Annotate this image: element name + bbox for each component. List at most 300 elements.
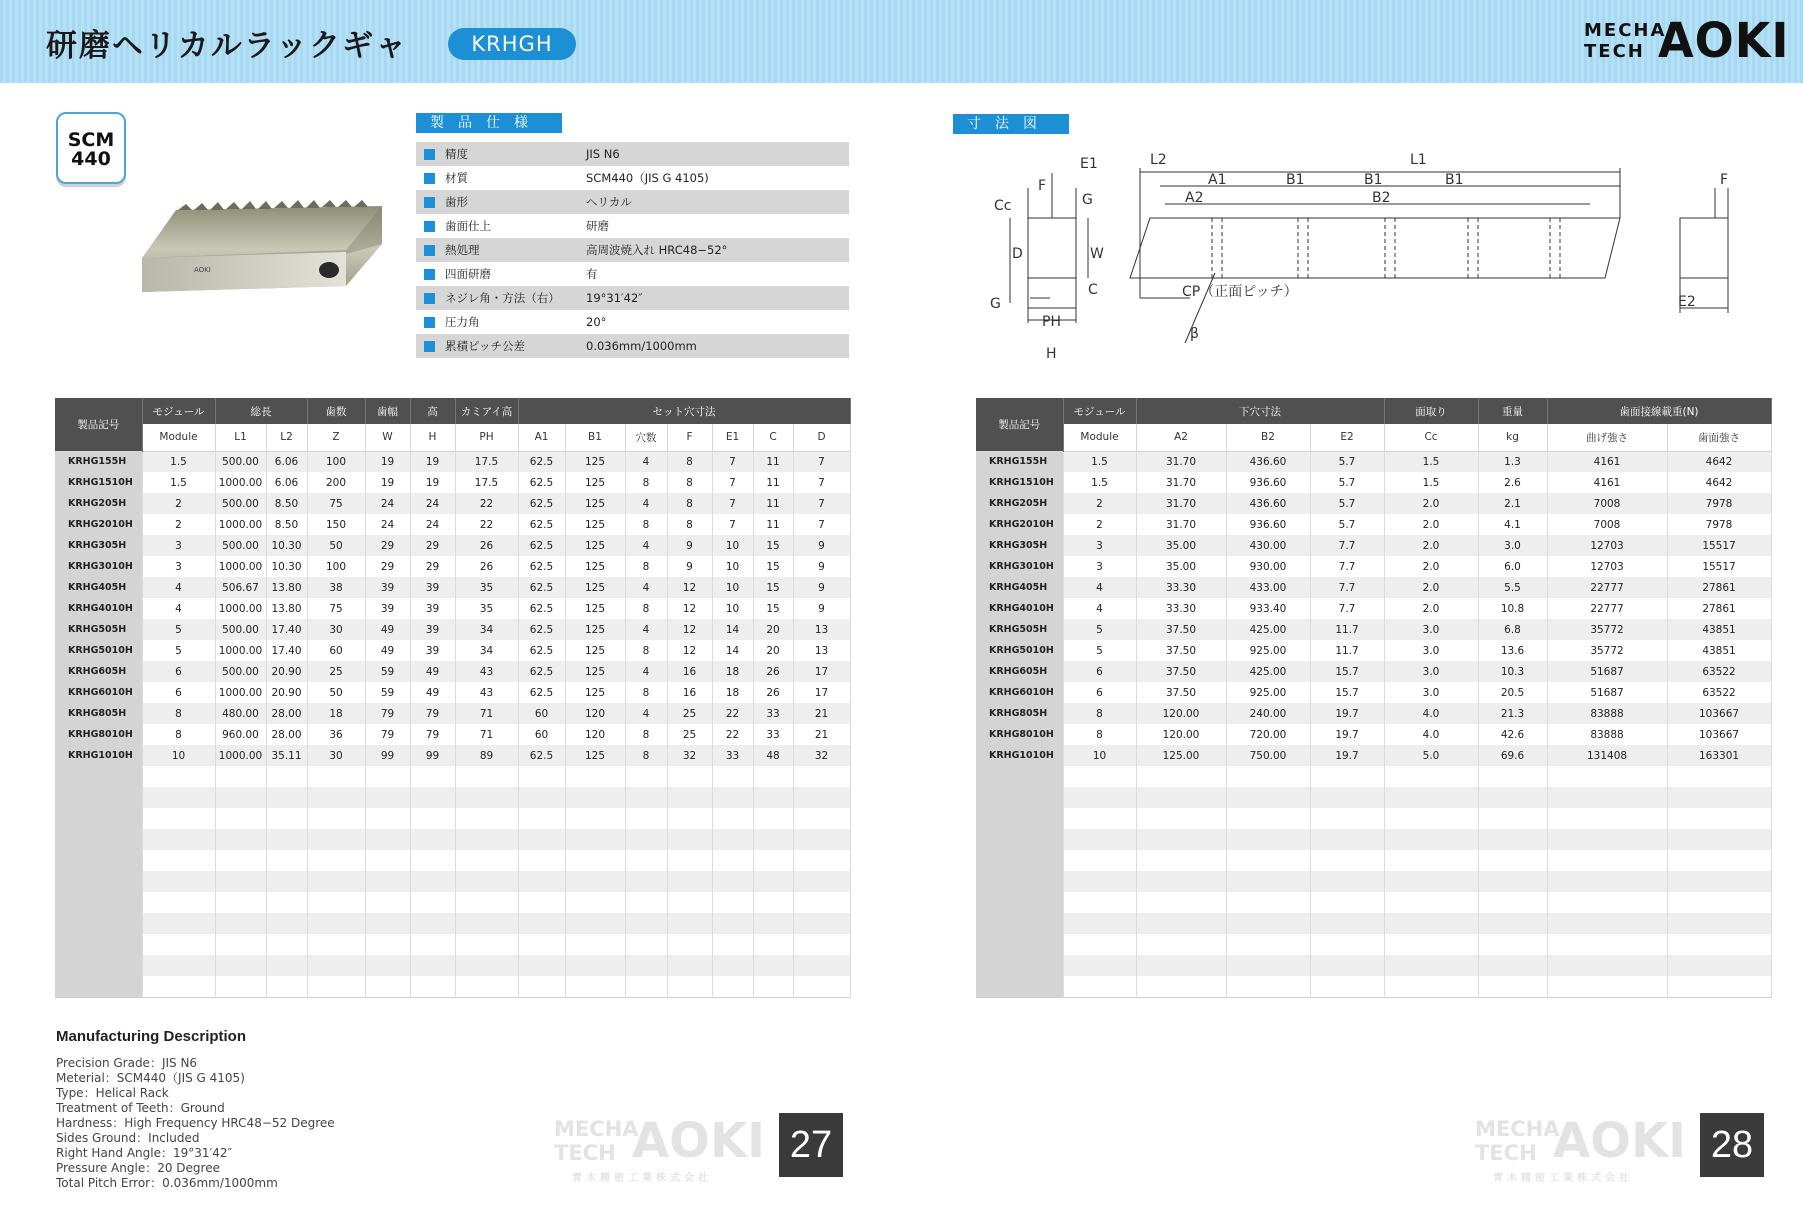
product-code-cell: KRHG5010H: [976, 640, 1063, 661]
table-cell: 13: [793, 619, 850, 640]
table-cell: [1547, 871, 1667, 892]
table-cell: 39: [365, 577, 410, 598]
table-row: [55, 535, 850, 556]
table-cell: [518, 955, 565, 976]
table-cell: 1000.00: [215, 745, 266, 766]
table-cell: 17: [793, 661, 850, 682]
product-code-cell: KRHG4010H: [55, 598, 142, 619]
spec-row: [416, 166, 849, 190]
description-title: Manufacturing Description: [56, 1028, 247, 1045]
table-cell: [1226, 892, 1310, 913]
table-cell: 12: [667, 577, 712, 598]
table-cell: 430.00: [1226, 535, 1310, 556]
table-cell: 25: [307, 661, 365, 682]
table-cell: 500.00: [215, 661, 266, 682]
product-code-cell: KRHG805H: [55, 703, 142, 724]
product-code-cell: KRHG3010H: [55, 556, 142, 577]
table-cell: 36: [307, 724, 365, 745]
table-row: [976, 640, 1771, 661]
table-cell: [142, 766, 215, 787]
table-cell: 14: [712, 640, 753, 661]
table-cell: [667, 892, 712, 913]
table-cell: [565, 829, 625, 850]
table-cell: [753, 892, 793, 913]
table-row: [55, 829, 850, 850]
table-cell: [1226, 808, 1310, 829]
table-cell: 1.5: [1384, 472, 1478, 493]
table-cell: 4161: [1547, 472, 1667, 493]
table-row: [976, 661, 1771, 682]
table-cell: [307, 976, 365, 997]
table-row: [976, 724, 1771, 745]
table-cell: 37.50: [1136, 682, 1226, 703]
table-cell: 69.6: [1478, 745, 1547, 766]
table1-subheader: L1: [215, 424, 266, 451]
table-cell: 28.00: [266, 703, 307, 724]
table-cell: [215, 829, 266, 850]
table-cell: 18: [712, 661, 753, 682]
table-cell: [142, 892, 215, 913]
table-cell: 10: [142, 745, 215, 766]
watermark-left-line2: TECH: [554, 1141, 616, 1165]
table-cell: 3.0: [1384, 640, 1478, 661]
table-cell: [410, 934, 455, 955]
table-cell: [1226, 787, 1310, 808]
table-cell: [365, 808, 410, 829]
table-cell: [266, 808, 307, 829]
table-row: [976, 493, 1771, 514]
label-a1: A1: [1208, 172, 1227, 188]
table-cell: [753, 850, 793, 871]
table-cell: 7.7: [1310, 556, 1384, 577]
table-cell: [1063, 871, 1136, 892]
product-code-cell: [55, 955, 142, 976]
table-cell: [1384, 976, 1478, 997]
table-cell: 99: [365, 745, 410, 766]
table-cell: 7: [712, 493, 753, 514]
table-cell: 17: [793, 682, 850, 703]
table-row: [976, 766, 1771, 787]
table-cell: 19: [365, 451, 410, 472]
table-cell: 9: [793, 577, 850, 598]
product-code-cell: KRHG155H: [976, 451, 1063, 472]
table-cell: [215, 766, 266, 787]
table-cell: [1547, 766, 1667, 787]
table-cell: 35772: [1547, 640, 1667, 661]
table-cell: 6.0: [1478, 556, 1547, 577]
table-cell: 20.90: [266, 682, 307, 703]
table-cell: 6: [1063, 661, 1136, 682]
table-cell: [1384, 871, 1478, 892]
table-cell: [410, 871, 455, 892]
table2-col-product-code: 製品記号: [976, 398, 1063, 451]
table2-col-pilot-holes: 下穴寸法: [1136, 398, 1384, 424]
table-cell: 8: [142, 703, 215, 724]
spec-label: 歯形: [445, 195, 468, 209]
table-cell: [667, 787, 712, 808]
table-cell: [1310, 892, 1384, 913]
table-cell: [215, 892, 266, 913]
table-cell: 8: [625, 640, 667, 661]
table-cell: 4: [1063, 577, 1136, 598]
table-cell: [1478, 955, 1547, 976]
table-cell: 19.7: [1310, 745, 1384, 766]
label-d: D: [1012, 246, 1023, 262]
product-code-cell: KRHG505H: [976, 619, 1063, 640]
table-cell: [1478, 829, 1547, 850]
table-cell: [667, 976, 712, 997]
label-e2: E2: [1678, 294, 1696, 310]
label-c: C: [1088, 282, 1098, 298]
table-cell: 35.11: [266, 745, 307, 766]
table-cell: 433.00: [1226, 577, 1310, 598]
table-cell: [667, 913, 712, 934]
table-cell: 75: [307, 493, 365, 514]
table-row: [976, 682, 1771, 703]
table-cell: [1667, 976, 1771, 997]
table-cell: [1136, 787, 1226, 808]
table-cell: [667, 955, 712, 976]
label-g-top: G: [1082, 192, 1093, 208]
watermark-right-sub: 青木精密工業株式会社: [1493, 1173, 1633, 1184]
table-cell: 4642: [1667, 451, 1771, 472]
table-cell: 33: [712, 745, 753, 766]
table-cell: 10.3: [1478, 661, 1547, 682]
label-beta: β: [1190, 326, 1199, 342]
table-cell: [753, 955, 793, 976]
table-cell: [455, 934, 518, 955]
table-cell: 2: [1063, 514, 1136, 535]
table2-subheader: 歯面強さ: [1667, 424, 1771, 451]
table-cell: 17.40: [266, 619, 307, 640]
table-cell: 62.5: [518, 451, 565, 472]
spec-label-cell: [416, 238, 586, 262]
label-b1-3: B1: [1445, 172, 1464, 188]
table-cell: 37.50: [1136, 619, 1226, 640]
table-cell: [410, 955, 455, 976]
table-cell: 1.5: [1384, 451, 1478, 472]
table-cell: 1000.00: [215, 598, 266, 619]
table-cell: [753, 808, 793, 829]
table-cell: 62.5: [518, 535, 565, 556]
table1-col-total-length: 総長: [215, 398, 307, 424]
end-view-body: [1028, 218, 1076, 278]
table-cell: 7008: [1547, 514, 1667, 535]
table-cell: [266, 892, 307, 913]
table2-header-top: [976, 398, 1771, 424]
table-cell: 8: [667, 472, 712, 493]
spec-label: 圧力角: [445, 315, 480, 329]
table-cell: [1478, 766, 1547, 787]
label-a2: A2: [1185, 190, 1204, 206]
table-cell: 8: [625, 514, 667, 535]
table-cell: [215, 934, 266, 955]
table-cell: [455, 850, 518, 871]
table-row: [976, 556, 1771, 577]
table-cell: [307, 871, 365, 892]
table1-col-height: 高: [410, 398, 455, 424]
table-cell: [1063, 829, 1136, 850]
table-cell: [142, 934, 215, 955]
label-f-left: F: [1038, 178, 1047, 194]
table-cell: 75: [307, 598, 365, 619]
table-cell: [793, 787, 850, 808]
table1-subheader: B1: [565, 424, 625, 451]
table-cell: [793, 892, 850, 913]
table-cell: 2.0: [1384, 598, 1478, 619]
table-cell: 51687: [1547, 661, 1667, 682]
table-cell: 24: [365, 514, 410, 535]
table-cell: [365, 955, 410, 976]
table-cell: 4: [142, 577, 215, 598]
table-cell: 9: [793, 556, 850, 577]
table1-subheader: E1: [712, 424, 753, 451]
material-badge: [56, 112, 126, 184]
table-cell: [1478, 934, 1547, 955]
table-cell: [793, 934, 850, 955]
table-cell: [410, 766, 455, 787]
table-cell: 1000.00: [215, 556, 266, 577]
table-cell: 4: [142, 598, 215, 619]
table-cell: [1226, 955, 1310, 976]
table1-col-product-code: 製品記号: [55, 398, 142, 451]
table-cell: 59: [365, 661, 410, 682]
page-number-right: 28: [1700, 1113, 1764, 1177]
logo-line-1: MECHA: [1584, 20, 1667, 41]
table-cell: 3: [142, 556, 215, 577]
table-row: [55, 514, 850, 535]
label-w: W: [1090, 246, 1104, 262]
table-cell: 10: [712, 598, 753, 619]
table-cell: 31.70: [1136, 514, 1226, 535]
table-cell: 100: [307, 556, 365, 577]
label-l1: L1: [1410, 152, 1427, 168]
table-row: [976, 787, 1771, 808]
table-cell: [142, 808, 215, 829]
table-cell: 2.0: [1384, 535, 1478, 556]
table-cell: 22: [712, 724, 753, 745]
table-cell: [142, 913, 215, 934]
table-cell: 1.5: [1063, 451, 1136, 472]
table2-col-load: 歯面接線載重(N): [1547, 398, 1771, 424]
spec-row: [416, 286, 849, 310]
table-cell: 10.30: [266, 535, 307, 556]
table-cell: [307, 829, 365, 850]
table-cell: 22777: [1547, 598, 1667, 619]
table-cell: [793, 871, 850, 892]
table-cell: [793, 913, 850, 934]
spec-value: 20°: [586, 310, 849, 334]
table-cell: 20.90: [266, 661, 307, 682]
table-cell: 2: [142, 493, 215, 514]
table2-subheader: Cc: [1384, 424, 1478, 451]
table-cell: 12: [667, 640, 712, 661]
product-code-cell: KRHG155H: [55, 451, 142, 472]
table-cell: [1667, 787, 1771, 808]
table-cell: 19.7: [1310, 724, 1384, 745]
product-code-cell: [976, 829, 1063, 850]
table-cell: [1136, 913, 1226, 934]
table-cell: [1310, 913, 1384, 934]
table-cell: 31.70: [1136, 493, 1226, 514]
table-cell: 120.00: [1136, 724, 1226, 745]
table-cell: [142, 829, 215, 850]
table-cell: 125: [565, 661, 625, 682]
table-cell: [455, 766, 518, 787]
table-cell: 15.7: [1310, 661, 1384, 682]
table-cell: [1547, 850, 1667, 871]
table-cell: [1136, 850, 1226, 871]
table-cell: 240.00: [1226, 703, 1310, 724]
table-cell: [1667, 934, 1771, 955]
table-cell: [1667, 892, 1771, 913]
table-cell: 480.00: [215, 703, 266, 724]
table-cell: [1667, 850, 1771, 871]
product-code-cell: [55, 871, 142, 892]
spec-row: [416, 310, 849, 334]
table-cell: 125: [565, 514, 625, 535]
table-cell: 48: [753, 745, 793, 766]
table-row: [55, 598, 850, 619]
table-cell: [518, 850, 565, 871]
page-header: [0, 0, 1803, 83]
table-cell: [1226, 871, 1310, 892]
product-code-cell: KRHG6010H: [55, 682, 142, 703]
table-cell: 7978: [1667, 493, 1771, 514]
table-cell: [455, 829, 518, 850]
table-cell: 8: [625, 724, 667, 745]
table-cell: [1667, 766, 1771, 787]
table-cell: 125.00: [1136, 745, 1226, 766]
table-cell: [365, 934, 410, 955]
product-code-cell: [55, 808, 142, 829]
product-code-cell: KRHG505H: [55, 619, 142, 640]
table-cell: [365, 913, 410, 934]
table-cell: [266, 850, 307, 871]
spec-value: 研磨: [586, 214, 849, 238]
table-cell: [1226, 913, 1310, 934]
table-cell: [667, 934, 712, 955]
table-cell: 8: [667, 451, 712, 472]
table-cell: 19.7: [1310, 703, 1384, 724]
table-cell: 62.5: [518, 745, 565, 766]
table-cell: [1063, 808, 1136, 829]
table-cell: 2.1: [1478, 493, 1547, 514]
table-row: [976, 514, 1771, 535]
spec-value: 有: [586, 262, 849, 286]
spec-row: [416, 142, 849, 166]
table-cell: [1547, 976, 1667, 997]
table-cell: [625, 850, 667, 871]
table-cell: [565, 913, 625, 934]
table-row: [976, 745, 1771, 766]
product-code-cell: [55, 850, 142, 871]
table-cell: 11: [753, 514, 793, 535]
table-cell: [1136, 892, 1226, 913]
table-cell: 26: [455, 556, 518, 577]
table-cell: 2.0: [1384, 493, 1478, 514]
product-code-cell: KRHG2010H: [55, 514, 142, 535]
table1-subheader: PH: [455, 424, 518, 451]
table-cell: 4: [1063, 598, 1136, 619]
table-cell: 9: [667, 556, 712, 577]
product-code-cell: [976, 913, 1063, 934]
table-cell: [753, 976, 793, 997]
spec-label-cell: [416, 166, 586, 190]
table-row: [55, 724, 850, 745]
table-cell: [667, 808, 712, 829]
table-cell: 11: [753, 451, 793, 472]
table-cell: 12703: [1547, 556, 1667, 577]
table-cell: [1384, 787, 1478, 808]
spec-label-cell: [416, 262, 586, 286]
table-cell: 30: [307, 745, 365, 766]
spec-label: 材質: [445, 171, 468, 185]
table-cell: [307, 955, 365, 976]
product-code-cell: [976, 808, 1063, 829]
table-cell: 62.5: [518, 619, 565, 640]
table-row: [976, 955, 1771, 976]
table-cell: [410, 850, 455, 871]
table-cell: [365, 766, 410, 787]
product-code-cell: [55, 913, 142, 934]
table-cell: [518, 934, 565, 955]
table2-col-module: モジュール: [1063, 398, 1136, 424]
table-row: [55, 682, 850, 703]
product-code-cell: KRHG8010H: [55, 724, 142, 745]
table1-subheader: Z: [307, 424, 365, 451]
table-cell: [518, 766, 565, 787]
table-cell: 9: [793, 598, 850, 619]
table-cell: 5.5: [1478, 577, 1547, 598]
table-cell: [518, 787, 565, 808]
table-cell: 1.5: [142, 472, 215, 493]
table-cell: 925.00: [1226, 640, 1310, 661]
table-cell: 500.00: [215, 451, 266, 472]
table-cell: 500.00: [215, 493, 266, 514]
table-cell: 62.5: [518, 598, 565, 619]
table-cell: 13.80: [266, 577, 307, 598]
table-cell: 15517: [1667, 556, 1771, 577]
table-cell: 79: [365, 724, 410, 745]
table-row: [976, 598, 1771, 619]
table-cell: 8: [667, 514, 712, 535]
product-code-cell: KRHG305H: [55, 535, 142, 556]
table-row: [55, 871, 850, 892]
table-cell: 125: [565, 451, 625, 472]
table-cell: [712, 850, 753, 871]
table2-subheader: 曲げ強さ: [1547, 424, 1667, 451]
table-cell: [1478, 850, 1547, 871]
table-cell: 13.80: [266, 598, 307, 619]
table-cell: [1667, 829, 1771, 850]
table-cell: 89: [455, 745, 518, 766]
table-cell: 4: [625, 451, 667, 472]
square-bullet-icon: [424, 221, 435, 232]
table-cell: [625, 955, 667, 976]
table-cell: [1667, 808, 1771, 829]
table-row: [976, 619, 1771, 640]
table-cell: 43: [455, 661, 518, 682]
table-cell: [1310, 808, 1384, 829]
table1-col-set-holes: セット穴寸法: [518, 398, 850, 424]
table-row: [55, 661, 850, 682]
table-cell: [712, 787, 753, 808]
table-cell: 32: [667, 745, 712, 766]
table-cell: [753, 787, 793, 808]
table-cell: 38: [307, 577, 365, 598]
square-bullet-icon: [424, 149, 435, 160]
